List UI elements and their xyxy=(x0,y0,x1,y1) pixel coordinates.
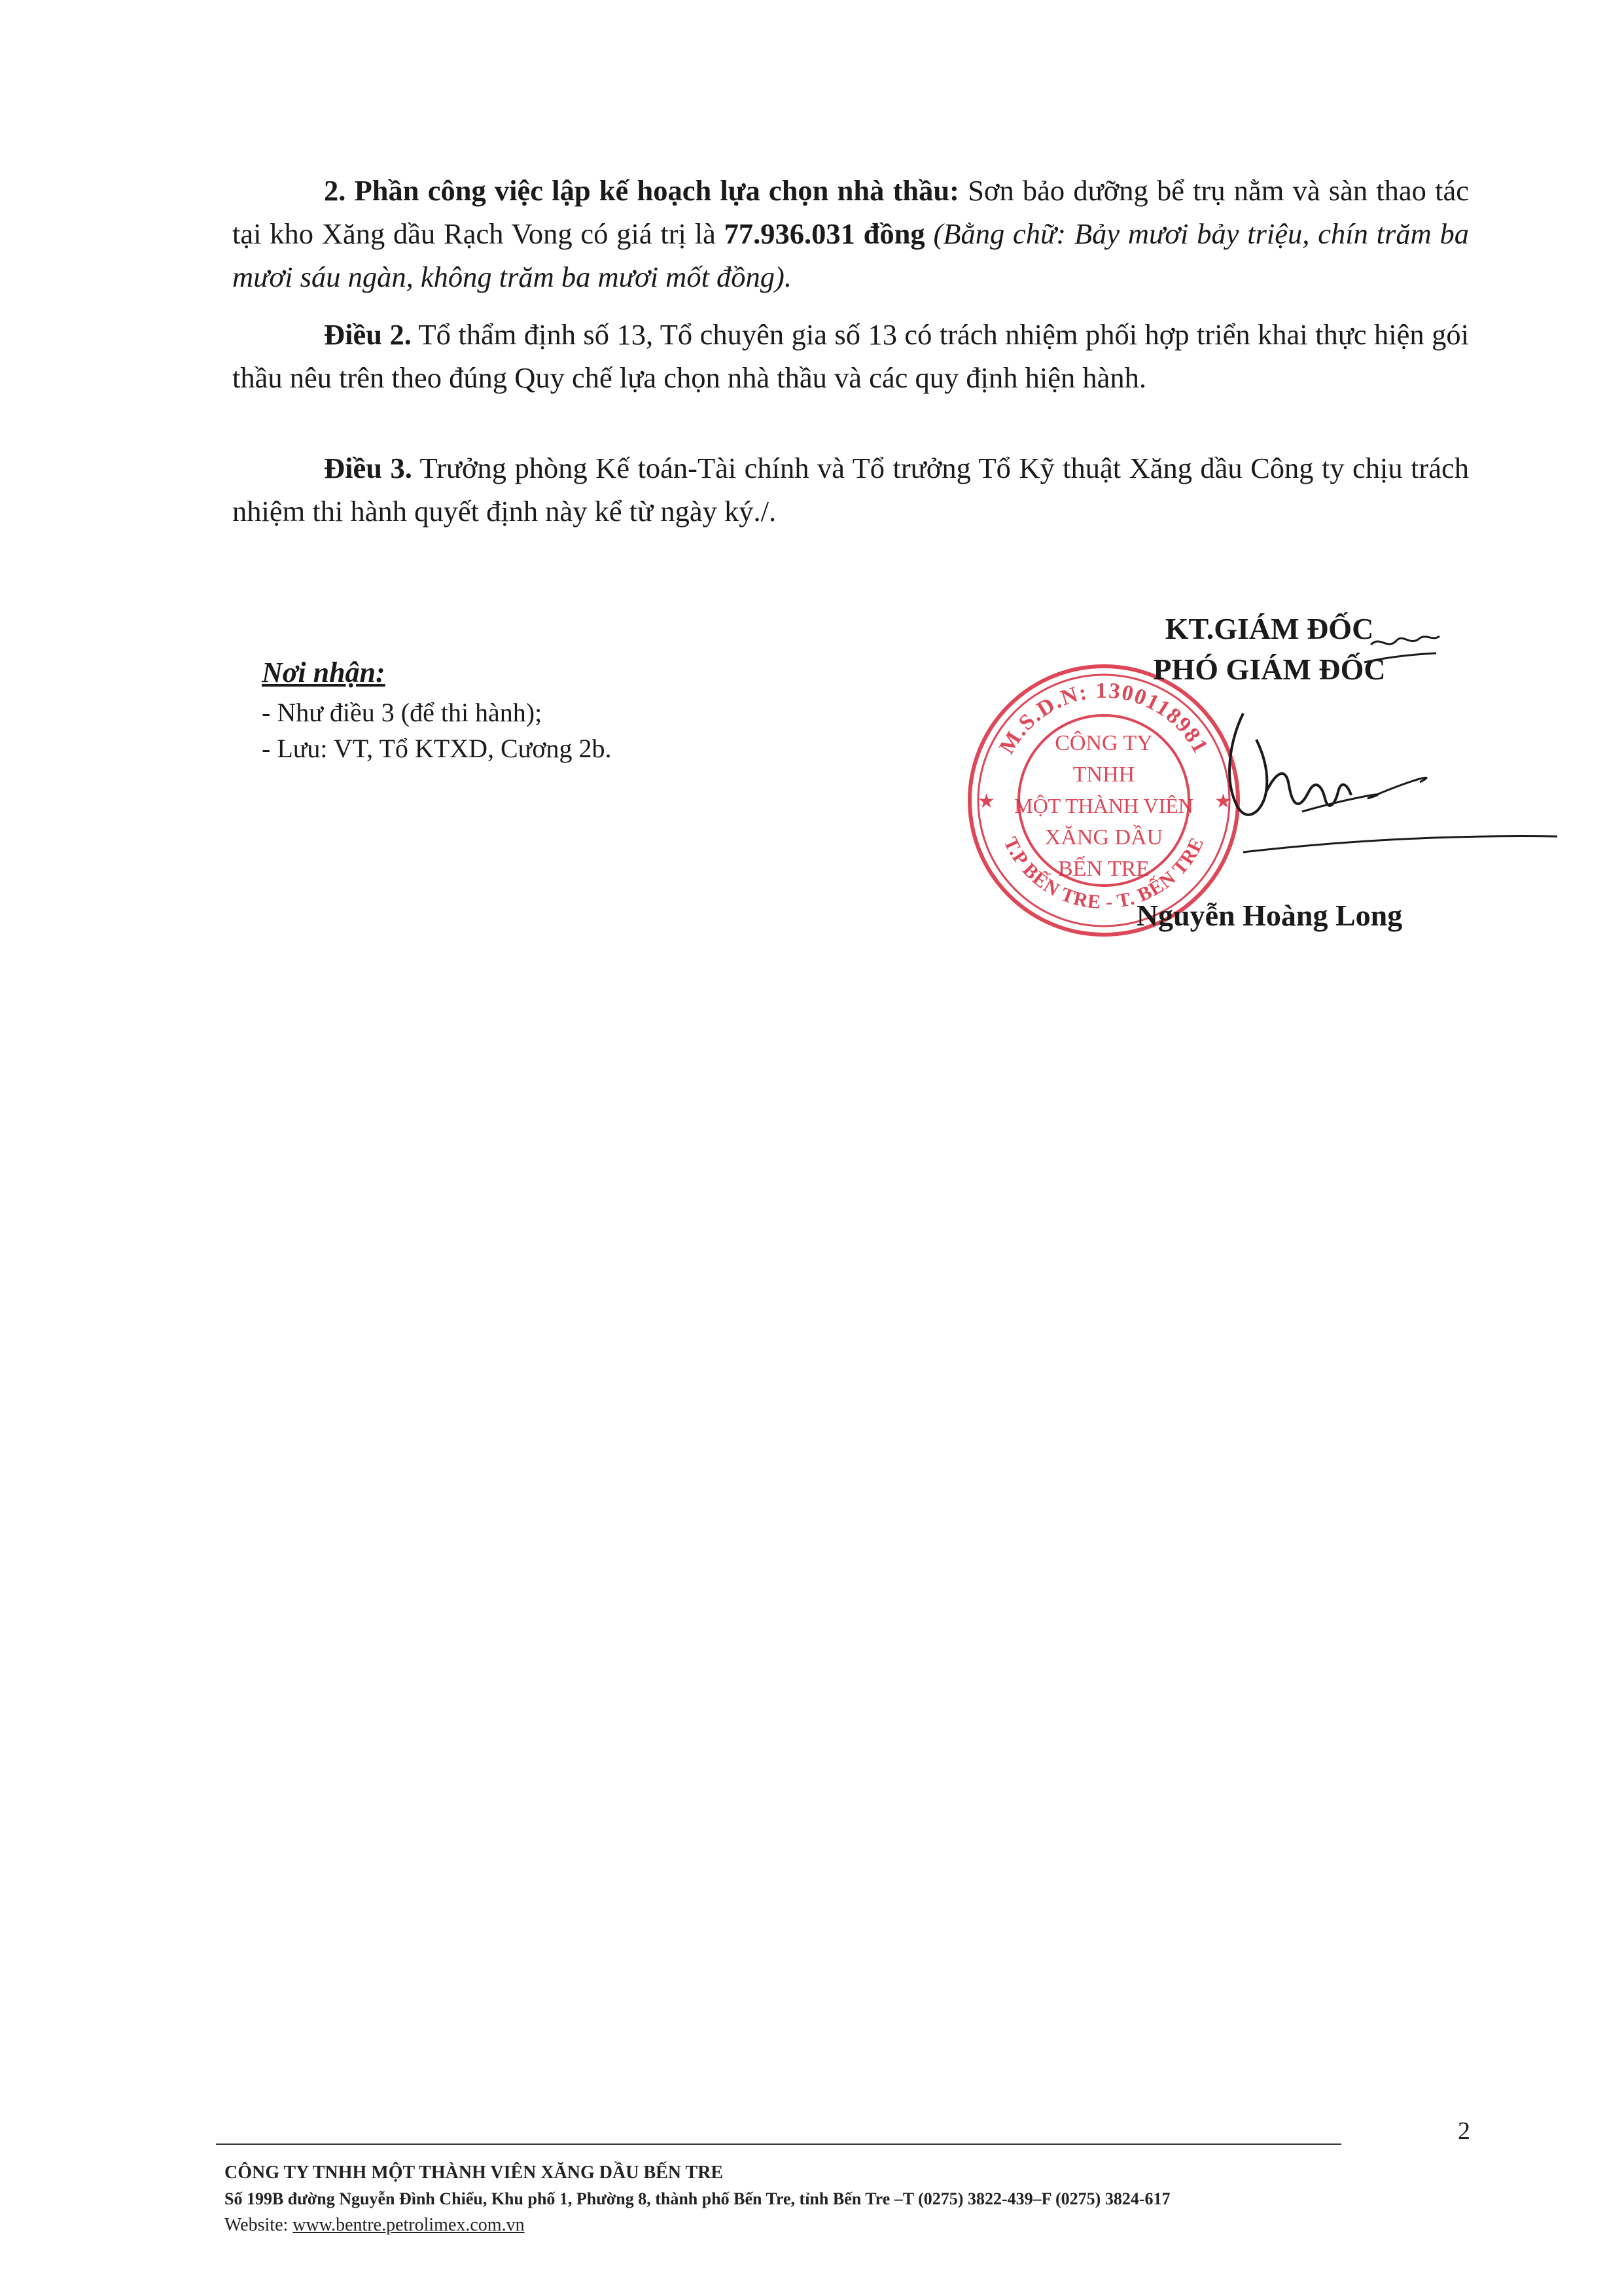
signature-title-line-2: PHÓ GIÁM ĐỐC xyxy=(1153,653,1386,686)
recipient-item: - Lưu: VT, Tổ KTXD, Cương 2b. xyxy=(262,734,612,763)
star-icon: ★ xyxy=(978,791,995,812)
paragraph-text: Sơn bảo dưỡng bể trụ nằm và sàn thao tác tại kho Xăng dầu Rạch Vong có giá trị là xyxy=(232,174,1469,250)
handwritten-signature xyxy=(1217,700,1564,857)
seal-line-company: CÔNG TY xyxy=(1055,731,1153,755)
contract-amount: 77.936.031 đồng xyxy=(724,217,925,250)
article-3-text: Trưởng phòng Kế toán-Tài chính và Tổ trưởng Tổ Kỹ thuật Xăng dầu Công ty chịu trách nhiệm thi hành quyết định này kể từ ngày ký./. xyxy=(232,452,1470,528)
article-2 xyxy=(232,313,1469,399)
footer-divider xyxy=(216,2144,1341,2145)
paragraph-contractor-plan xyxy=(232,169,1469,298)
article-3 xyxy=(232,446,1469,533)
signer-name: Nguyễn Hoàng Long xyxy=(1136,899,1403,932)
paragraph-lead: 2. Phần công việc lập kế hoạch lựa chọn nhà thầu: xyxy=(324,174,959,207)
star-icon: ★ xyxy=(1214,791,1232,812)
article-2-heading: Điều 2. xyxy=(324,318,412,351)
footer-website-link[interactable]: www.bentre.petrolimex.com.vn xyxy=(292,2215,525,2235)
footer-website-label: Website: xyxy=(224,2215,293,2235)
recipients-block xyxy=(262,655,612,766)
seal-line-type: TNHH xyxy=(1072,762,1135,787)
recipients-heading: Nơi nhận: xyxy=(262,656,385,689)
signature-title-line-1: KT.GIÁM ĐỐC xyxy=(1165,612,1374,645)
footer xyxy=(224,2160,1171,2238)
footer-company: CÔNG TY TNHH MỘT THÀNH VIÊN XĂNG DẦU BẾN TRE xyxy=(224,2162,724,2183)
seal-registration-number: M.S.D.N: 1300118981 xyxy=(995,678,1213,759)
initials-scribble xyxy=(1358,622,1449,674)
amount-in-words: (Bằng chữ: Bảy mươi bảy triệu, chín trăm ba mươi sáu ngàn, không trăm ba mươi mốt đồng). xyxy=(232,217,1469,293)
article-2-text: Tổ thẩm định số 13, Tổ chuyên gia số 13 có trách nhiệm phối hợp triển khai thực hiện gói thầu nêu trên theo đúng Quy chế lựa chọn nhà thầu và các quy định hiện hành. xyxy=(232,318,1469,394)
seal-line-member: MỘT THÀNH VIÊN xyxy=(1014,794,1193,817)
seal-line-petrol: XĂNG DẦU xyxy=(1044,825,1163,850)
article-3-heading: Điều 3. xyxy=(324,452,412,484)
seal-line-province: BẾN TRE xyxy=(1057,857,1150,881)
footer-website-row xyxy=(224,2212,1171,2238)
seal-location: T.P BẾN TRE - T. BẾN TRE xyxy=(999,833,1209,914)
footer-address: Số 199B đường Nguyễn Đình Chiểu, Khu phố 1, Phường 8, thành phố Bến Tre, tỉnh Bến Tre –T (0275) 3822-439–F (0275) 3824-617 xyxy=(224,2189,1171,2208)
recipient-item: - Như điều 3 (để thi hành); xyxy=(262,698,542,727)
page-number: 2 xyxy=(1458,2117,1470,2145)
